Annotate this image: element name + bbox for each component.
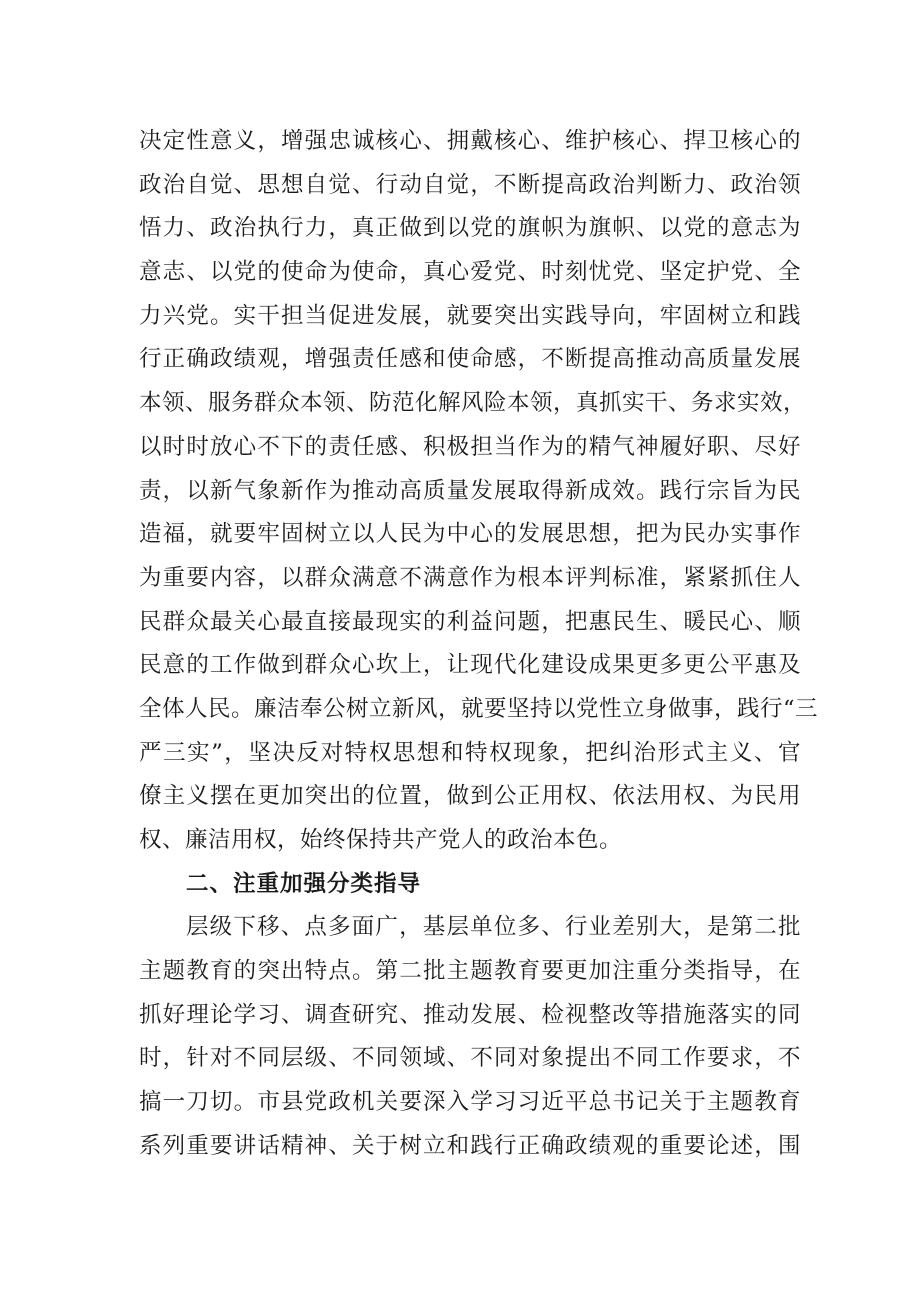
paragraph-line: 民群众最关心最直接最现实的利益问题，把惠民生、暖民心、顺	[139, 608, 801, 635]
paragraph-line: 意志、以党的使命为使命，真心爱党、时刻忧党、坚定护党、全	[139, 259, 801, 286]
paragraph-line: 权、廉洁用权，始终保持共产党人的政治本色。	[139, 827, 623, 853]
paragraph-line: 责，以新气象新作为推动高质量发展取得新成效。践行宗旨为民	[139, 477, 801, 504]
paragraph-line: 主题教育的突出特点。第二批主题教育要更加注重分类指导，在	[139, 958, 801, 985]
paragraph-line: 以时时放心不下的责任感、积极担当作为的精气神履好职、尽好	[139, 433, 801, 460]
document-body	[139, 120, 819, 1169]
section-heading: 二、注重加强分类指导	[186, 870, 422, 897]
paragraph-line: 行正确政绩观，增强责任感和使命感，不断提高推动高质量发展	[139, 346, 801, 373]
paragraph-line: 搞一刀切。市县党政机关要深入学习习近平总书记关于主题教育	[139, 1089, 801, 1116]
paragraph-line: 严三实”，坚决反对特权思想和特权现象，把纠治形式主义、官	[139, 739, 801, 766]
paragraph-line: 民意的工作做到群众心坎上，让现代化建设成果更多更公平惠及	[139, 652, 801, 679]
paragraph-line: 为重要内容，以群众满意不满意作为根本评判标准，紧紧抓住人	[139, 564, 801, 591]
paragraph-line: 决定性意义，增强忠诚核心、拥戴核心、维护核心、捍卫核心的	[139, 128, 801, 154]
paragraph-line: 悟力、政治执行力，真正做到以党的旗帜为旗帜、以党的意志为	[139, 215, 801, 242]
paragraph-2	[139, 906, 801, 1168]
paragraph-line: 层级下移、点多面广，基层单位多、行业差别大，是第二批	[186, 914, 801, 941]
paragraph-line: 僚主义摆在更加突出的位置，做到公正用权、依法用权、为民用	[139, 783, 801, 810]
paragraph-line: 系列重要讲话精神、关于树立和践行正确政绩观的重要论述，围	[139, 1132, 801, 1159]
paragraph-line: 抓好理论学习、调查研究、推动发展、检视整改等措施落实的同	[139, 1001, 801, 1028]
paragraph-line: 本领、服务群众本领、防范化解风险本领，真抓实干、务求实效，	[139, 390, 807, 417]
paragraph-line: 时，针对不同层级、不同领域、不同对象提出不同工作要求，不	[139, 1045, 801, 1072]
paragraph-line: 政治自觉、思想自觉、行动自觉，不断提高政治判断力、政治领	[139, 171, 801, 198]
paragraph-line: 全体人民。廉洁奉公树立新风，就要坚持以党性立身做事，践行“三	[139, 695, 819, 722]
paragraph-line: 造福，就要牢固树立以人民为中心的发展思想，把为民办实事作	[139, 521, 801, 548]
paragraph-1	[139, 120, 819, 863]
paragraph-line: 力兴党。实干担当促进发展，就要突出实践导向，牢固树立和践	[139, 302, 801, 329]
